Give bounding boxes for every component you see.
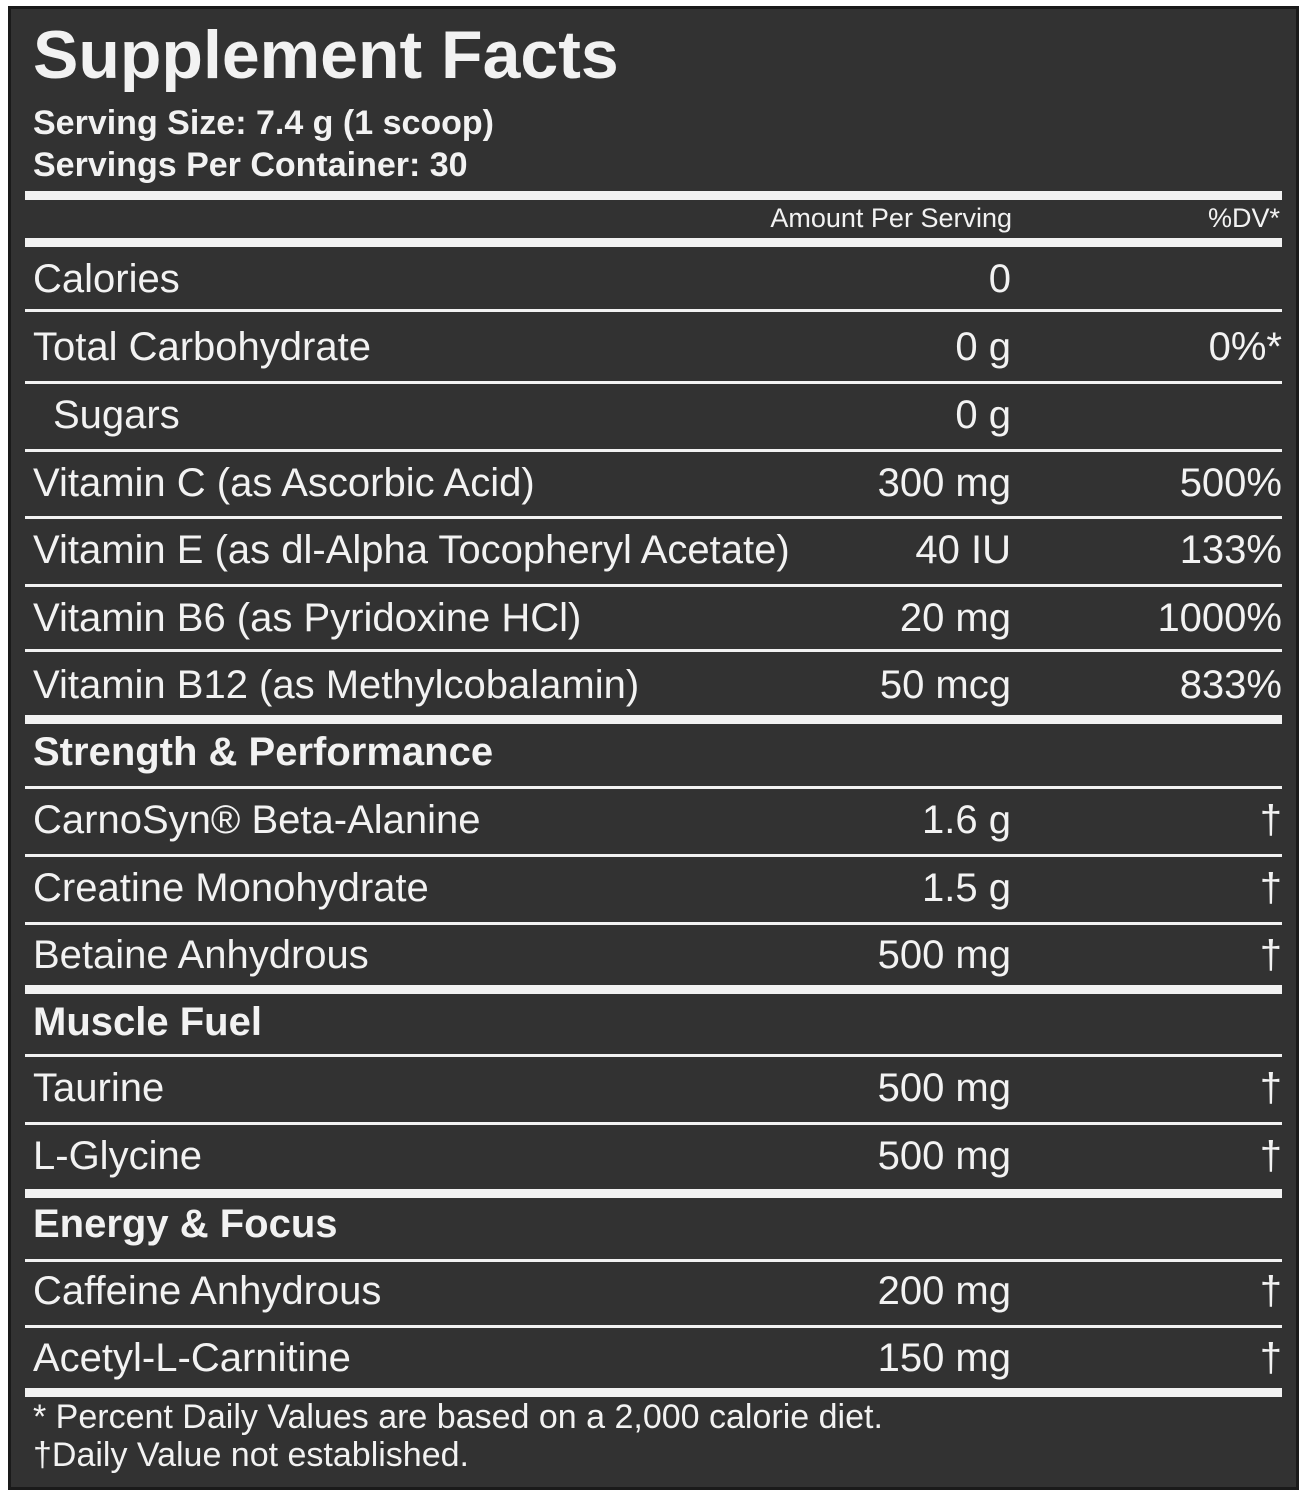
ingredient-amount: 500 mg [877,933,1011,977]
nutrient-row [25,249,1282,309]
nutrient-name: Vitamin E (as dl-Alpha Tocopheryl Acetate) [33,528,790,572]
nutrient-dv: 1000% [1157,596,1282,640]
nutrient-amount: 40 IU [915,528,1011,572]
ingredient-name: Betaine Anhydrous [33,933,369,977]
row-divider [25,449,1282,452]
section-heading-strength: Strength & Performance [33,730,494,774]
ingredient-row [25,1126,1282,1186]
row-divider [25,1054,1282,1057]
ingredient-name: Acetyl-L-Carnitine [33,1336,351,1380]
header-bottom-rule [25,238,1282,247]
nutrient-row [25,453,1282,513]
ingredient-amount: 200 mg [877,1269,1011,1313]
nutrient-row [25,588,1282,648]
serving-size: Serving Size: 7.4 g (1 scoop) [33,104,495,142]
row-divider [25,381,1282,384]
nutrient-name: Vitamin B6 (as Pyridoxine HCl) [33,596,582,640]
nutrient-row [25,655,1282,715]
header-top-rule [25,191,1282,200]
supplement-facts-panel [8,6,1299,1490]
row-divider [25,649,1282,652]
ingredient-name: L-Glycine [33,1134,202,1178]
ingredient-dv: † [1259,1066,1282,1110]
ingredient-name: Taurine [33,1066,165,1110]
ingredient-row [25,925,1282,985]
nutrient-dv: 133% [1179,528,1282,572]
row-divider [25,786,1282,789]
nutrient-amount: 20 mg [899,596,1011,640]
nutrient-name: Calories [33,257,180,301]
nutrient-name: Vitamin B12 (as Methylcobalamin) [33,663,640,707]
ingredient-row [25,1261,1282,1321]
nutrient-name: Vitamin C (as Ascorbic Acid) [33,461,535,505]
ingredient-row [25,1058,1282,1118]
row-divider [25,309,1282,312]
ingredient-dv: † [1259,933,1282,977]
nutrient-dv: 833% [1179,663,1282,707]
row-divider [25,854,1282,857]
dv-column-header: %DV* [1207,203,1280,233]
section-heading-energy-focus: Energy & Focus [33,1202,338,1246]
footnote-percent-dv: * Percent Daily Values are based on a 2,000 calorie diet. [33,1398,883,1436]
ingredient-row [25,858,1282,918]
nutrient-amount: 0 g [955,325,1011,369]
nutrient-row [25,520,1282,580]
ingredient-row [25,790,1282,850]
amount-column-header: Amount Per Serving [770,203,1012,233]
row-divider [25,516,1282,519]
ingredient-name: CarnoSyn® Beta-Alanine [33,798,481,842]
ingredient-amount: 500 mg [877,1066,1011,1110]
ingredient-dv: † [1259,1134,1282,1178]
ingredient-dv: † [1259,798,1282,842]
ingredient-dv: † [1259,866,1282,910]
nutrient-name: Total Carbohydrate [33,325,371,369]
nutrient-amount: 50 mcg [879,663,1011,707]
ingredient-name: Creatine Monohydrate [33,866,429,910]
nutrient-amount: 0 g [955,393,1011,437]
section-heading-muscle-fuel: Muscle Fuel [33,1000,262,1044]
footnote-dagger: †Daily Value not established. [33,1436,469,1474]
ingredient-amount: 1.5 g [922,866,1011,910]
servings-per-container: Servings Per Container: 30 [33,146,468,184]
nutrient-dv: 500% [1179,461,1282,505]
row-divider [25,1122,1282,1125]
ingredient-amount: 1.6 g [922,798,1011,842]
footer-rule [25,1388,1282,1397]
nutrient-dv: 0%* [1208,325,1282,369]
ingredient-dv: † [1259,1336,1282,1380]
ingredient-amount: 150 mg [877,1336,1011,1380]
nutrient-amount: 0 [988,257,1011,301]
ingredient-row [25,1328,1282,1388]
nutrient-name: Sugars [53,393,180,437]
row-divider [25,584,1282,587]
nutrient-row [25,317,1282,377]
nutrient-amount: 300 mg [877,461,1011,505]
ingredient-dv: † [1259,1269,1282,1313]
ingredient-amount: 500 mg [877,1134,1011,1178]
nutrient-row [25,385,1282,445]
panel-title: Supplement Facts [33,17,619,93]
ingredient-name: Caffeine Anhydrous [33,1269,382,1313]
